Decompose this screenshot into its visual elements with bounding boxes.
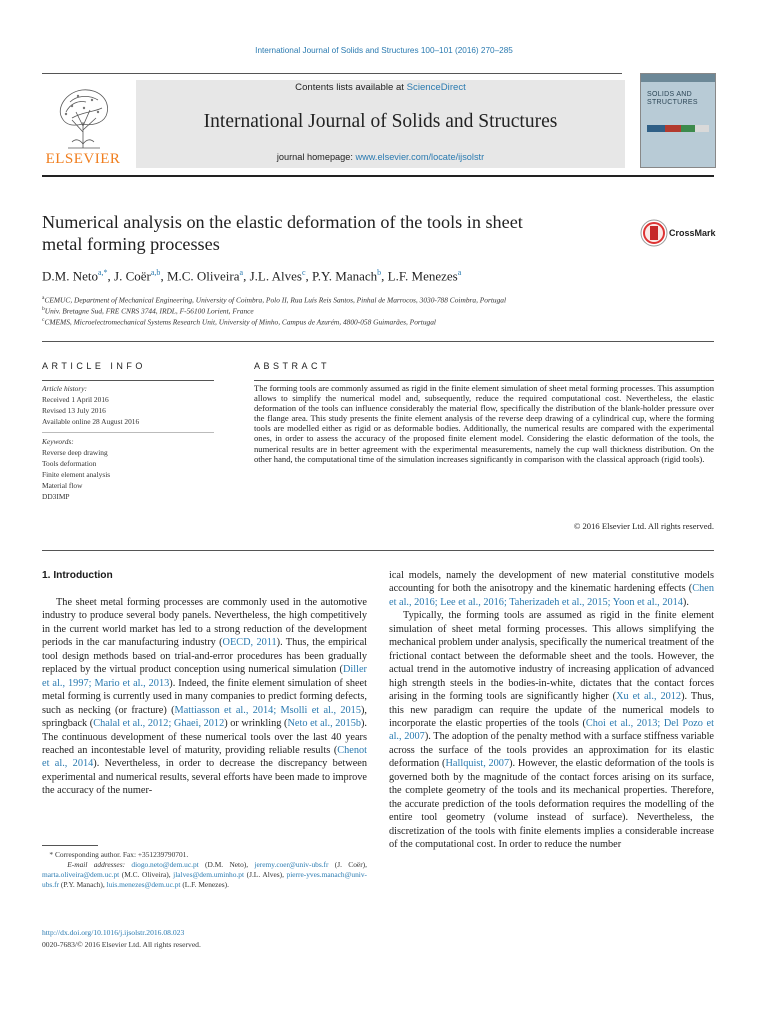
footnote-rule (42, 845, 98, 846)
corresponding-author-note: * Corresponding author. Fax: +351239790701. (42, 850, 189, 859)
citation-link[interactable]: Chenot et al., 2014 (42, 744, 367, 770)
paragraph-text: ). The continuous development of these numerical tools over the last 40 years reached an incontestable level of maturity, providing reliable results ( (42, 718, 368, 756)
email-link[interactable]: jlalves@dem.uminho.pt (173, 870, 245, 879)
email-addresses (42, 860, 367, 890)
email-owner: (D.M. Neto), (198, 860, 255, 869)
affiliation-key: b (42, 306, 45, 312)
author-name: M.C. Oliveira (166, 268, 240, 284)
author-list (42, 268, 722, 284)
journal-cover-thumbnail[interactable] (640, 73, 716, 168)
homepage-link[interactable]: www.elsevier.com/locate/ijsolstr (355, 152, 485, 162)
email-label: E-mail addresses: (42, 860, 132, 869)
email-owner: (J.L. Alves), (244, 870, 287, 879)
intro-paragraph-2 (389, 609, 714, 851)
affiliation-rule (42, 341, 714, 342)
issn-copyright: 0020-7683/© 2016 Elsevier Ltd. All rights reserved. (42, 939, 201, 949)
email-link[interactable]: pierre-yves.manach@univ-ubs.fr (42, 870, 367, 889)
contents-prefix: Contents lists available at (295, 82, 407, 93)
journal-title: International Journal of Solids and Structures (203, 111, 558, 132)
author-name: D.M. Neto (42, 268, 98, 284)
footnotes (42, 850, 367, 890)
author-separator: , (160, 268, 167, 284)
elsevier-wordmark: ELSEVIER (45, 151, 121, 167)
intro-paragraph-1 (42, 596, 367, 798)
header-top-rule (42, 73, 622, 74)
citation-link[interactable]: Neto et al., 2015b (287, 718, 361, 730)
keywords-label: Keywords: (42, 437, 74, 446)
doi-link[interactable]: http://dx.doi.org/10.1016/j.ijsolstr.2016.08.023 (42, 928, 185, 937)
keyword-item: Tools deformation (42, 459, 97, 468)
article-info-rule (42, 380, 214, 381)
paragraph-text: ). Thus, this new paradigm can require the update of the numerical models to incorporate the elastic properties of the tools ( (389, 691, 714, 729)
paragraph-text: ). The adoption of the penalty method with a surface stiffness variable across the surface of the tools provides an approximation for its elastic deformation ( (389, 731, 715, 770)
left-column (42, 596, 367, 798)
abstract-bottom-rule (42, 550, 714, 551)
citation-link[interactable]: Choi et al., 2013; Del Pozo et al., 2007 (389, 717, 714, 743)
cover-strip-green (681, 125, 695, 132)
author-name: L.F. Menezes (387, 268, 458, 284)
paragraph-text: ). Nevertheless, in order to decrease the discrepancy between experimental and numerical results, several efforts have been made to improve the accuracy of the numer- (42, 758, 367, 797)
cover-strip-red (665, 125, 681, 132)
cover-strip-grey (695, 125, 709, 132)
affiliation-key: c (42, 317, 45, 323)
paragraph-text: Typically, the forming tools are assumed as rigid in the finite element simulation of sheet metal forming processes. This allows simplifying the mechanical problem under analysis, specifically the numerical treatment of the frictional contact between the deformable sheet and the tools. However, the actual trend in the automotive industry of increasing application of advanced high strength steels in the bodies-in-white, dictates that the contact forces arising in the forming tools are significantly higher ( (389, 610, 714, 703)
journal-citation-link[interactable]: International Journal of Solids and Structures 100–101 (2016) 270–285 (255, 46, 513, 55)
article-info-heading: ARTICLE INFO (42, 361, 146, 371)
abstract-heading: ABSTRACT (254, 361, 331, 371)
email-link[interactable]: jeremy.coer@univ-ubs.fr (254, 860, 329, 869)
email-link[interactable]: marta.oliveira@dem.uc.pt (42, 870, 120, 879)
citation-link[interactable]: Hallquist, 2007 (445, 758, 510, 770)
citation-link[interactable]: Xu et al., 2012 (616, 691, 682, 703)
affiliation-b (42, 306, 722, 315)
author-separator: , (107, 268, 115, 284)
doi-block (42, 927, 201, 950)
article-title-line-2: metal forming processes (42, 234, 220, 254)
author-separator: , (243, 268, 250, 284)
author-name: P.Y. Manach (312, 268, 378, 284)
email-owner: (P.Y. Manach), (59, 880, 107, 889)
paragraph-text: ), springback ( (42, 704, 367, 730)
author-affiliation-marker[interactable]: c (301, 268, 306, 277)
paragraph-text: ical models, namely the development of new material constitutive models accounting for both the anisotropy and the kinematic hardening effects ( (389, 570, 714, 595)
crossmark-icon[interactable] (640, 219, 668, 247)
abstract-copyright: © 2016 Elsevier Ltd. All rights reserved. (573, 521, 714, 531)
abstract-rule (254, 380, 714, 381)
author-separator: , (381, 268, 388, 284)
right-column (389, 569, 714, 852)
article-title (42, 211, 602, 255)
author-affiliation-marker[interactable]: a,b (150, 268, 161, 277)
cover-top-band (641, 74, 715, 82)
affiliation-a (42, 295, 722, 304)
cover-title: SOLIDS AND STRUCTURES (647, 91, 698, 106)
affiliation-text: Univ. Bretagne Sud, FRE CNRS 3744, IRDL, F-56100 Lorient, France (44, 306, 254, 316)
affiliation-c (42, 317, 722, 326)
affiliation-text: CMEMS, Microelectromechanical Systems Research Unit, University of Minho, Campus de Azurém, 4800-058 Guimarães, Portugal (44, 317, 436, 327)
author-name: J. Coër (114, 268, 151, 284)
paragraph-text: ). (682, 596, 689, 608)
crossmark-label[interactable]: CrossMark (669, 228, 716, 238)
keyword-item: Reverse deep drawing (42, 448, 108, 457)
keyword-item: Finite element analysis (42, 470, 111, 479)
history-online: Available online 28 August 2016 (42, 417, 140, 426)
email-owner: (J. Coër), (328, 860, 367, 869)
history-revised: Revised 13 July 2016 (42, 406, 106, 415)
intro-paragraph-1-continued (389, 569, 714, 609)
keyword-item: DD3IMP (42, 492, 70, 501)
citation-link[interactable]: Diller et al., 1997; Mario et al., 2013 (42, 664, 367, 689)
sciencedirect-link[interactable]: ScienceDirect (406, 82, 466, 93)
corresponding-author-text: Corresponding author. Fax: +351239790701. (54, 850, 189, 859)
homepage-prefix: journal homepage: (276, 152, 356, 162)
author-affiliation-marker[interactable]: a (239, 268, 244, 277)
email-owner: (L.F. Menezes). (180, 880, 229, 889)
email-link[interactable]: luis.menezes@dem.uc.pt (106, 880, 181, 889)
keyword-item: Material flow (42, 481, 83, 490)
citation-link[interactable]: Mattiasson et al., 2014; Msolli et al., 2015 (174, 704, 361, 716)
history-received: Received 1 April 2016 (42, 395, 109, 404)
author-affiliation-marker[interactable]: a,* (97, 268, 108, 277)
section-heading-introduction: 1. Introduction (42, 570, 113, 581)
paragraph-text: ). However, the elastic deformation of the tools is governed both by the magnitude of the contact forces arising on its surface, the complete geometry of the tools and its mechanical properties. Therefore, the accurate prediction of the tools deformation requires the modelling of the entire tool geometry (volume instead of surface). Nevertheless, the discretization of the tools with finite elements implies a considerable increase of the computational cost. In order to reduce the number (389, 758, 714, 851)
citation-link[interactable]: OECD, 2011 (222, 637, 277, 649)
email-owner: (M.C. Oliveira), (119, 870, 174, 879)
history-label: Article history: (42, 384, 87, 393)
author-name: J.L. Alves (249, 268, 302, 284)
affiliation-key: a (42, 295, 45, 301)
paragraph-text: The sheet metal forming processes are commonly used in the automotive industry to produce several body panels. Nevertheless, the high competitively in the current world market has led to a strong reduction of the development periods in the car manufacturing industry ( (42, 597, 367, 649)
citation-link[interactable]: Chen et al., 2016; Lee et al., 2016; Taherizadeh et al., 2015; Yoon et al., 2014 (389, 583, 714, 608)
paragraph-text: ). Thus, the empirical tool design methods based on trial-and-error procedures has been gradually replaced by the virtual product conception using numerical simulation ( (42, 637, 368, 676)
header-bottom-rule (42, 175, 714, 177)
author-separator: , (305, 268, 313, 284)
citation-link[interactable]: Chalal et al., 2012; Ghaei, 2012 (93, 718, 225, 730)
author-affiliation-marker[interactable]: a (457, 268, 462, 277)
author-affiliation-marker[interactable]: b (377, 268, 382, 277)
article-title-line-1: Numerical analysis on the elastic deformation of the tools in sheet (42, 212, 523, 232)
contents-available (136, 82, 625, 93)
abstract-text: The forming tools are commonly assumed as rigid in the finite element simulation of sheet metal forming processes. This assumption allows to simplify the numerical model and, subsequently, reduce the required computational cost. Nevertheless, the elastic deformation of the tools can influence considerably the material flow, specifically the distribution of the blank-holder pressure over the flange area. This study presents the finite element analysis of the reverse deep drawing of a cylindrical cup, where the forming tools are modelled either as rigid or as deformable bodies. Additionally, the numerical results are compared with the experimental ones, in order to assess the accuracy of the proposed finite element model. Considering the elastic deformation of the tools, the numerical results are in better agreement with the experimental measurements, namely the cup wall thickness distribution. On the other hand, the computational time of the simulation increases significantly in comparison with the classical approach (rigid tools). (254, 383, 714, 464)
email-link[interactable]: diogo.neto@dem.uc.pt (131, 860, 199, 869)
keywords-rule (42, 432, 214, 433)
cover-strip-blue (647, 125, 665, 132)
journal-homepage (136, 152, 625, 162)
paragraph-text: ) or wrinkling ( (224, 718, 288, 730)
paragraph-text: ). Indeed, the finite element simulation of sheet metal forming is currently used in many companies to predict forming defects, such as necking (or fracture) ( (42, 677, 367, 716)
affiliation-text: CEMUC, Department of Mechanical Engineering, University of Coimbra, Polo II, Rua Luís Reis Santos, Pinhal de Marrocos, 3030-788 Coimbra, Portugal (44, 295, 507, 305)
